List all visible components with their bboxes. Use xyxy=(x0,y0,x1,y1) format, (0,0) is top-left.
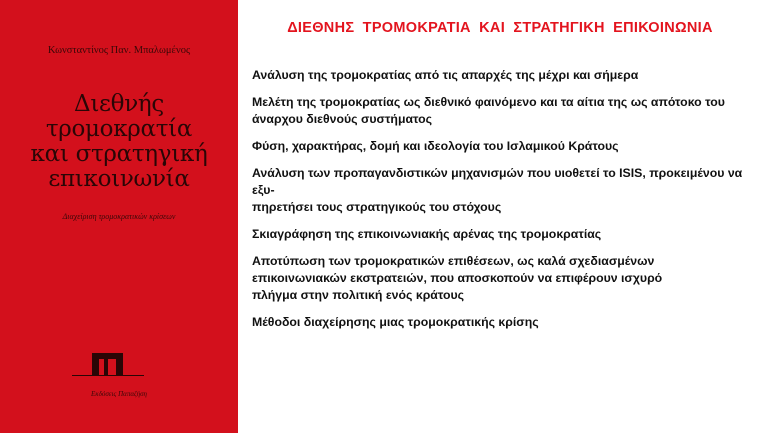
list-item: Μελέτη της τρομοκρατίας ως διεθνικό φαινόμενο και τα αίτια της ως απότοκο του άναρχου διεθνούς συστήματος xyxy=(252,95,725,126)
book-cover xyxy=(0,0,238,433)
list-item: Αποτύπωση των τρομοκρατικών επιθέσεων, ως καλά σχεδιασμένων επικοινωνιακών εκστρατειών, που αποσκοπούν να επιφέρουν ισχυρό πλήγμα στην πολιτική ενός κράτους xyxy=(252,254,663,302)
topic-list xyxy=(252,67,762,341)
book-title: Διεθνής τρομοκρατία και στρατηγική επικοινωνία xyxy=(30,91,208,192)
book-author: Κωνσταντίνος Παν. Μπαλωμένος xyxy=(47,45,191,56)
publisher-logo-icon xyxy=(72,353,144,383)
slide-heading: ΔΙΕΘΝΗΣ ΤΡΟΜΟΚΡΑΤΙΑ ΚΑΙ ΣΤΡΑΤΗΓΙΚΗ ΕΠΙΚΟΙΝΩΝΙΑ xyxy=(287,20,713,36)
book-subtitle: Διαχείριση τρομοκρατικών κρίσεων xyxy=(62,212,176,221)
list-item: Φύση, χαρακτήρας, δομή και ιδεολογία του Ισλαμικού Κράτους xyxy=(252,139,619,153)
list-item: Μέθοδοι διαχείρησης μιας τρομοκρατικής κρίσης xyxy=(252,315,539,329)
publisher-name: Εκδόσεις Παπαζήση xyxy=(90,390,148,398)
list-item: Σκιαγράφηση της επικοινωνιακής αρένας της τρομοκρατίας xyxy=(252,227,602,241)
list-item: Ανάλυση της τρομοκρατίας από τις απαρχές της μέχρι και σήμερα xyxy=(252,68,639,82)
list-item: Ανάλυση των προπαγανδιστικών μηχανισμών που υιοθετεί το ISIS, προκειμένου να εξυ- πηρετήσει τους στρατηγικούς του στόχους xyxy=(252,166,743,214)
